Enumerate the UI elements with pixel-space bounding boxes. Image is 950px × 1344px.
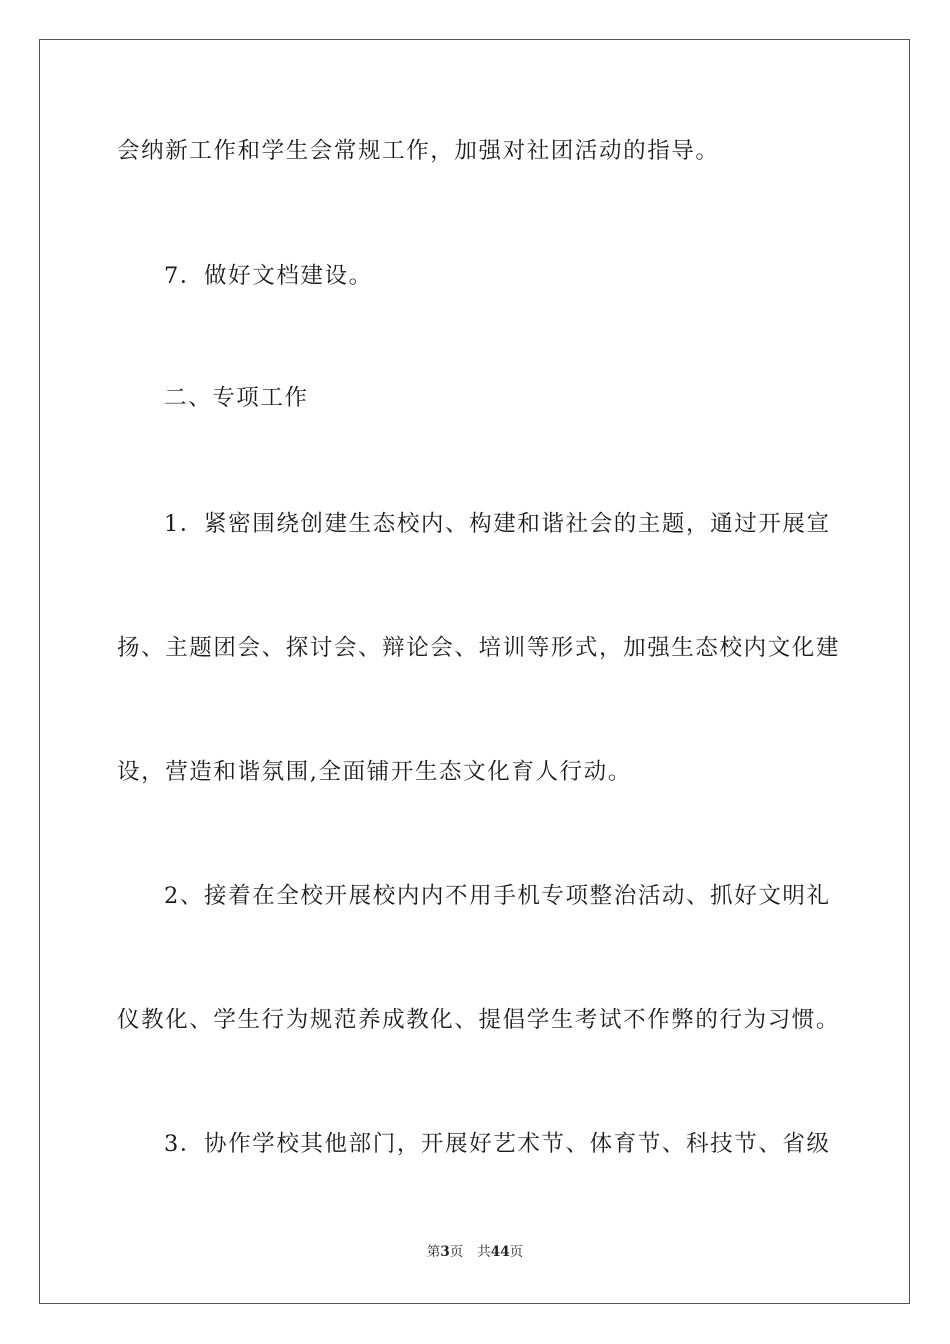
section-heading: 二、专项工作 (164, 385, 309, 411)
list-item-1-line-3: 设，营造和谐氛围,全面铺开生态文化育人行动。 (117, 759, 632, 785)
total-page-count: 44 (490, 1244, 510, 1260)
list-item-1-line-1: 1．紧密围绕创建生态校内、构建和谐社会的主题，通过开展宣 (164, 511, 831, 537)
page-prefix: 第 (426, 1244, 441, 1260)
list-item-3-line-1: 3．协作学校其他部门，开展好艺术节、体育节、科技节、省级 (164, 1131, 831, 1157)
page-border (39, 39, 910, 1304)
list-item-1-line-2: 扬、主题团会、探讨会、辩论会、培训等形式，加强生态校内文化建 (117, 635, 841, 661)
page-suffix: 页 (449, 1244, 464, 1260)
page-footer (0, 1243, 950, 1261)
body-line-1: 会纳新工作和学生会常规工作，加强对社团活动的指导。 (117, 138, 720, 164)
list-item-2-line-2: 仪教化、学生行为规范养成教化、提倡学生考试不作弊的行为习惯。 (117, 1007, 841, 1033)
total-prefix: 共 (477, 1244, 491, 1260)
current-page-number: 3 (440, 1244, 450, 1260)
total-suffix: 页 (509, 1244, 524, 1260)
list-item-7: 7．做好文档建设。 (164, 263, 373, 289)
list-item-2-line-1: 2、接着在全校开展校内内不用手机专项整治活动、抓好文明礼 (164, 883, 831, 909)
